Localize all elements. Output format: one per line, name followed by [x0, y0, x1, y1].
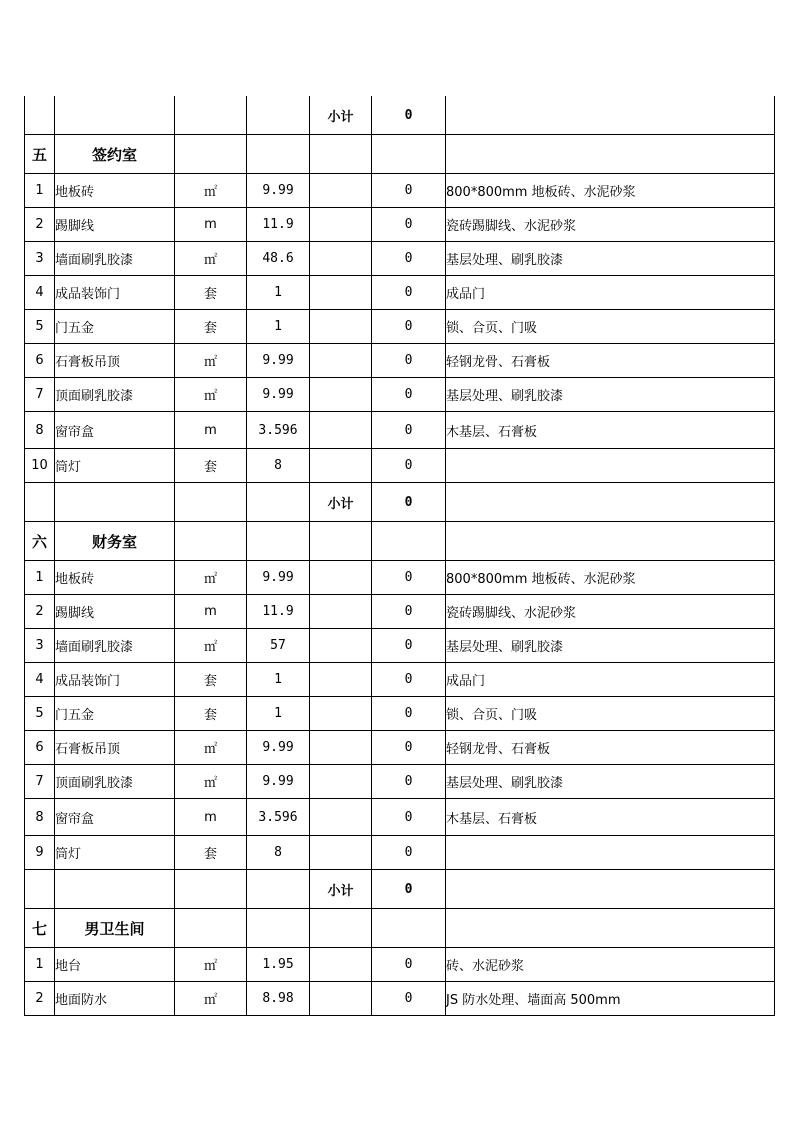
item-note: 木基层、石膏板 — [446, 799, 775, 836]
item-price — [310, 378, 372, 412]
item-quantity: 48.6 — [247, 242, 310, 276]
table-row — [25, 629, 775, 663]
item-unit: ㎡ — [175, 948, 247, 982]
no-cell — [25, 96, 55, 135]
section-header-row — [25, 135, 775, 174]
item-price — [310, 595, 372, 629]
item-quantity: 1.95 — [247, 948, 310, 982]
name-cell — [55, 96, 175, 135]
item-note: 成品门 — [446, 276, 775, 310]
item-name: 地板砖 — [55, 561, 175, 595]
item-unit: ㎡ — [175, 174, 247, 208]
item-quantity: 1 — [247, 663, 310, 697]
item-price — [310, 836, 372, 870]
unit-cell — [175, 96, 247, 135]
section-header-row — [25, 909, 775, 948]
item-total: 0 — [372, 595, 446, 629]
item-number: 2 — [25, 982, 55, 1016]
item-number: 10 — [25, 449, 55, 483]
item-number: 8 — [25, 412, 55, 449]
item-unit: ㎡ — [175, 629, 247, 663]
qty-cell — [247, 909, 310, 948]
item-note: 成品门 — [446, 663, 775, 697]
item-total: 0 — [372, 242, 446, 276]
item-quantity: 9.99 — [247, 344, 310, 378]
item-name: 踢脚线 — [55, 208, 175, 242]
table-row — [25, 344, 775, 378]
item-note: 轻钢龙骨、石膏板 — [446, 344, 775, 378]
item-name: 筒灯 — [55, 449, 175, 483]
name-cell — [55, 870, 175, 909]
item-note: 瓷砖踢脚线、水泥砂浆 — [446, 208, 775, 242]
subtotal-row — [25, 870, 775, 909]
item-quantity: 9.99 — [247, 765, 310, 799]
item-note: 800*800mm 地板砖、水泥砂浆 — [446, 561, 775, 595]
item-number: 1 — [25, 174, 55, 208]
item-total: 0 — [372, 276, 446, 310]
item-number: 6 — [25, 731, 55, 765]
item-unit: 套 — [175, 276, 247, 310]
item-quantity: 8 — [247, 836, 310, 870]
item-total: 0 — [372, 629, 446, 663]
item-name: 墙面刷乳胶漆 — [55, 242, 175, 276]
note-cell — [446, 522, 775, 561]
item-price — [310, 174, 372, 208]
name-cell — [55, 483, 175, 522]
item-name: 墙面刷乳胶漆 — [55, 629, 175, 663]
item-unit: ㎡ — [175, 378, 247, 412]
item-price — [310, 310, 372, 344]
item-unit: 套 — [175, 697, 247, 731]
item-name: 窗帘盒 — [55, 412, 175, 449]
item-name: 踢脚线 — [55, 595, 175, 629]
item-quantity: 11.9 — [247, 595, 310, 629]
item-name: 顶面刷乳胶漆 — [55, 765, 175, 799]
item-price — [310, 982, 372, 1016]
item-quantity: 1 — [247, 310, 310, 344]
item-unit: ㎡ — [175, 561, 247, 595]
table-row — [25, 595, 775, 629]
item-number: 5 — [25, 310, 55, 344]
item-note — [446, 836, 775, 870]
item-total: 0 — [372, 663, 446, 697]
item-number: 1 — [25, 561, 55, 595]
item-price — [310, 344, 372, 378]
section-title: 男卫生间 — [55, 909, 175, 948]
table-row — [25, 697, 775, 731]
table-row — [25, 663, 775, 697]
item-quantity: 8 — [247, 449, 310, 483]
item-note: JS 防水处理、墙面高 500mm — [446, 982, 775, 1016]
item-name: 筒灯 — [55, 836, 175, 870]
item-total: 0 — [372, 310, 446, 344]
table-row — [25, 208, 775, 242]
item-number: 8 — [25, 799, 55, 836]
item-quantity: 11.9 — [247, 208, 310, 242]
table-row — [25, 765, 775, 799]
item-unit: m — [175, 799, 247, 836]
item-name: 地台 — [55, 948, 175, 982]
note-cell — [446, 483, 775, 522]
item-price — [310, 629, 372, 663]
section-number: 七 — [25, 909, 55, 948]
item-note: 轻钢龙骨、石膏板 — [446, 731, 775, 765]
item-number: 4 — [25, 276, 55, 310]
table-row — [25, 412, 775, 449]
item-quantity: 9.99 — [247, 561, 310, 595]
item-name: 石膏板吊顶 — [55, 344, 175, 378]
item-name: 门五金 — [55, 310, 175, 344]
note-cell — [446, 135, 775, 174]
item-note: 800*800mm 地板砖、水泥砂浆 — [446, 174, 775, 208]
section-title: 签约室 — [55, 135, 175, 174]
item-note — [446, 449, 775, 483]
price-cell — [310, 135, 372, 174]
item-price — [310, 697, 372, 731]
item-price — [310, 208, 372, 242]
item-quantity: 9.99 — [247, 174, 310, 208]
item-price — [310, 276, 372, 310]
item-note: 基层处理、刷乳胶漆 — [446, 765, 775, 799]
table-row — [25, 948, 775, 982]
item-quantity: 1 — [247, 697, 310, 731]
item-unit: ㎡ — [175, 982, 247, 1016]
item-note: 锁、合页、门吸 — [446, 310, 775, 344]
unit-cell — [175, 522, 247, 561]
item-total: 0 — [372, 449, 446, 483]
item-unit: ㎡ — [175, 765, 247, 799]
item-total: 0 — [372, 378, 446, 412]
item-total: 0 — [372, 561, 446, 595]
item-note: 瓷砖踢脚线、水泥砂浆 — [446, 595, 775, 629]
section-header-row — [25, 522, 775, 561]
item-total: 0 — [372, 948, 446, 982]
table-row — [25, 174, 775, 208]
qty-cell — [247, 522, 310, 561]
item-total: 0 — [372, 799, 446, 836]
item-unit: 套 — [175, 663, 247, 697]
price-cell — [310, 909, 372, 948]
table-row — [25, 378, 775, 412]
item-unit: 套 — [175, 310, 247, 344]
no-cell — [25, 870, 55, 909]
item-note: 锁、合页、门吸 — [446, 697, 775, 731]
item-note: 基层处理、刷乳胶漆 — [446, 378, 775, 412]
item-total: 0 — [372, 344, 446, 378]
table-row — [25, 276, 775, 310]
section-title: 财务室 — [55, 522, 175, 561]
item-number: 7 — [25, 765, 55, 799]
item-price — [310, 561, 372, 595]
qty-cell — [247, 96, 310, 135]
item-number: 9 — [25, 836, 55, 870]
unit-cell — [175, 135, 247, 174]
item-price — [310, 765, 372, 799]
item-quantity: 1 — [247, 276, 310, 310]
item-price — [310, 948, 372, 982]
subtotal-value: 0 — [372, 483, 446, 522]
item-price — [310, 799, 372, 836]
item-total: 0 — [372, 697, 446, 731]
item-number: 3 — [25, 242, 55, 276]
table-row — [25, 310, 775, 344]
quotation-table — [24, 96, 775, 1016]
total-cell — [372, 135, 446, 174]
item-price — [310, 731, 372, 765]
qty-cell — [247, 483, 310, 522]
note-cell — [446, 870, 775, 909]
item-number: 6 — [25, 344, 55, 378]
qty-cell — [247, 135, 310, 174]
unit-cell — [175, 483, 247, 522]
item-unit: m — [175, 412, 247, 449]
table-row — [25, 561, 775, 595]
subtotal-value: 0 — [372, 870, 446, 909]
item-name: 地板砖 — [55, 174, 175, 208]
item-total: 0 — [372, 836, 446, 870]
qty-cell — [247, 870, 310, 909]
item-number: 5 — [25, 697, 55, 731]
item-price — [310, 242, 372, 276]
item-unit: m — [175, 595, 247, 629]
item-note: 砖、水泥砂浆 — [446, 948, 775, 982]
item-name: 石膏板吊顶 — [55, 731, 175, 765]
item-quantity: 9.99 — [247, 731, 310, 765]
item-note: 基层处理、刷乳胶漆 — [446, 242, 775, 276]
table-row — [25, 242, 775, 276]
subtotal-row — [25, 483, 775, 522]
item-price — [310, 412, 372, 449]
subtotal-label: 小计 — [310, 870, 372, 909]
item-note: 木基层、石膏板 — [446, 412, 775, 449]
item-number: 7 — [25, 378, 55, 412]
price-cell — [310, 522, 372, 561]
table-row — [25, 449, 775, 483]
unit-cell — [175, 909, 247, 948]
item-total: 0 — [372, 731, 446, 765]
item-unit: ㎡ — [175, 344, 247, 378]
item-total: 0 — [372, 208, 446, 242]
note-cell — [446, 96, 775, 135]
item-total: 0 — [372, 412, 446, 449]
table-row — [25, 799, 775, 836]
total-cell — [372, 522, 446, 561]
subtotal-row — [25, 96, 775, 135]
item-name: 成品装饰门 — [55, 276, 175, 310]
item-unit: 套 — [175, 449, 247, 483]
item-unit: ㎡ — [175, 242, 247, 276]
subtotal-value: 0 — [372, 96, 446, 135]
item-total: 0 — [372, 982, 446, 1016]
subtotal-label: 小计 — [310, 96, 372, 135]
table-row — [25, 836, 775, 870]
item-number: 2 — [25, 595, 55, 629]
item-quantity: 57 — [247, 629, 310, 663]
section-number: 五 — [25, 135, 55, 174]
table-body — [25, 96, 775, 1016]
item-unit: 套 — [175, 836, 247, 870]
total-cell — [372, 909, 446, 948]
item-total: 0 — [372, 765, 446, 799]
table-row — [25, 731, 775, 765]
item-unit: ㎡ — [175, 731, 247, 765]
item-number: 1 — [25, 948, 55, 982]
note-cell — [446, 909, 775, 948]
item-quantity: 3.596 — [247, 799, 310, 836]
item-name: 成品装饰门 — [55, 663, 175, 697]
item-number: 2 — [25, 208, 55, 242]
subtotal-label: 小计 — [310, 483, 372, 522]
item-quantity: 8.98 — [247, 982, 310, 1016]
item-unit: m — [175, 208, 247, 242]
item-quantity: 9.99 — [247, 378, 310, 412]
section-number: 六 — [25, 522, 55, 561]
item-name: 顶面刷乳胶漆 — [55, 378, 175, 412]
item-number: 3 — [25, 629, 55, 663]
item-total: 0 — [372, 174, 446, 208]
item-name: 地面防水 — [55, 982, 175, 1016]
item-price — [310, 449, 372, 483]
no-cell — [25, 483, 55, 522]
table-row — [25, 982, 775, 1016]
item-quantity: 3.596 — [247, 412, 310, 449]
item-note: 基层处理、刷乳胶漆 — [446, 629, 775, 663]
item-name: 窗帘盒 — [55, 799, 175, 836]
item-name: 门五金 — [55, 697, 175, 731]
item-number: 4 — [25, 663, 55, 697]
unit-cell — [175, 870, 247, 909]
item-price — [310, 663, 372, 697]
